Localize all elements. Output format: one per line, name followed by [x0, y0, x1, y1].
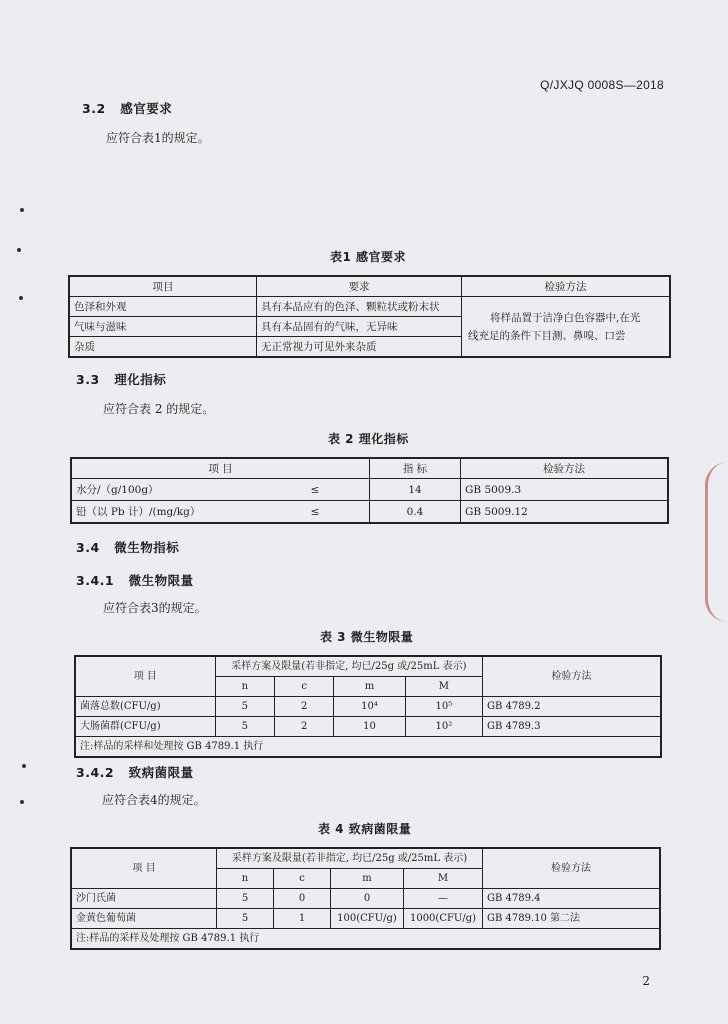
section-3-4-2-heading	[76, 763, 194, 781]
table-row	[71, 479, 668, 501]
table3-caption: 表 3 微生物限量	[320, 630, 414, 644]
table4-caption: 表 4 致病菌限量	[318, 822, 412, 836]
scan-mark	[17, 248, 21, 252]
section-number: 3.4.2	[76, 765, 115, 780]
table3-header-method: 检验方法	[483, 656, 661, 697]
scan-mark	[20, 800, 24, 804]
table3-note: 注:样品的采样和处理按 GB 4789.1 执行	[75, 737, 661, 758]
table4-sub-M: M	[404, 869, 483, 889]
section-3-4-1-heading	[76, 571, 194, 589]
section-title: 致病菌限量	[128, 765, 194, 780]
table1-header-method: 检验方法	[462, 276, 671, 297]
table2-header-method: 检验方法	[461, 458, 669, 479]
table3-cell: 10	[334, 717, 405, 737]
table3-cell: 大肠菌群(CFU/g)	[75, 717, 215, 737]
section-number: 3.4.1	[76, 573, 115, 588]
table1-header-requirement: 要求	[257, 276, 462, 297]
table4-cell: 1000(CFU/g)	[404, 909, 483, 929]
table2-cell: ≤	[261, 501, 370, 524]
table3-cell: 2	[275, 697, 334, 717]
table2-cell: 水分/（g/100g）	[71, 479, 261, 501]
table1-method-line: 将样品置于洁净白色容器中,在光	[490, 311, 641, 324]
table4-header-plan: 采样方案及限量(若非指定, 均已/25g 或/25mL 表示)	[217, 848, 483, 869]
table3-cell: GB 4789.3	[483, 717, 661, 737]
table1-caption: 表1 感官要求	[330, 250, 407, 264]
table1-cell: 具有本品固有的气味，无异味	[257, 317, 462, 337]
table2-cell: 0.4	[370, 501, 461, 524]
table3-cell: 2	[275, 717, 334, 737]
section-3-2-heading	[82, 99, 172, 117]
table1-cell: 杂质	[69, 337, 257, 358]
section-3-3-heading	[76, 370, 166, 388]
table1-method-cell	[462, 297, 671, 358]
table4-cell: 5	[217, 909, 274, 929]
table4-cell: 0	[331, 889, 404, 909]
table3-cell: 10⁵	[405, 697, 482, 717]
table-row	[75, 697, 661, 717]
table2-cell: 铅（以 Pb 计）/(mg/kg）	[71, 501, 261, 524]
table4-cell: 100(CFU/g)	[331, 909, 404, 929]
table-row	[75, 717, 661, 737]
section-3-4-1-body: 应符合表3的规定。	[103, 601, 207, 615]
table2-cell: ≤	[261, 479, 370, 501]
table4-cell: 1	[274, 909, 331, 929]
table1-cell: 具有本品应有的色泽、颗粒状或粉末状	[257, 297, 462, 317]
red-stamp-edge	[705, 462, 728, 622]
table-row	[71, 909, 660, 929]
table2-header-index: 指 标	[370, 458, 461, 479]
table4-cell: 0	[274, 889, 331, 909]
table1-method-line: 线充足的条件下目测、鼻嗅、口尝	[468, 329, 626, 342]
section-title: 感官要求	[120, 101, 173, 116]
table4-sub-n: n	[217, 869, 274, 889]
section-title: 微生物指标	[114, 540, 180, 555]
scan-mark	[22, 764, 26, 768]
table2-cell: 14	[370, 479, 461, 501]
table4-sub-c: c	[274, 869, 331, 889]
table4-note: 注:样品的采样及处理按 GB 4789.1 执行	[71, 929, 660, 950]
table2-header-item: 项 目	[71, 458, 370, 479]
table-row	[69, 297, 670, 317]
table3-header-item: 项 目	[75, 656, 215, 697]
table-row	[71, 889, 660, 909]
table3-cell: 10⁴	[334, 697, 405, 717]
section-title: 微生物限量	[128, 573, 194, 588]
section-number: 3.2	[82, 101, 106, 116]
scan-mark	[20, 208, 24, 212]
table4-cell: GB 4789.4	[483, 889, 661, 909]
table2-cell: GB 5009.12	[461, 501, 669, 524]
table2-cell: GB 5009.3	[461, 479, 669, 501]
table3-sub-c: c	[275, 677, 334, 697]
section-number: 3.4	[76, 540, 100, 555]
section-3-4-2-body: 应符合表4的规定。	[102, 793, 206, 807]
table4-header-item: 项 目	[71, 848, 217, 889]
table4-cell: 5	[217, 889, 274, 909]
page-number: 2	[642, 974, 650, 988]
table4-cell: 沙门氏菌	[71, 889, 217, 909]
table1-cell: 色泽和外观	[69, 297, 257, 317]
table3-cell: 5	[215, 697, 274, 717]
section-number: 3.3	[76, 372, 100, 387]
scan-mark	[19, 296, 23, 300]
table3-cell: 菌落总数(CFU/g)	[75, 697, 215, 717]
table4-cell: 金黄色葡萄菌	[71, 909, 217, 929]
section-3-3-body: 应符合表 2 的规定。	[103, 402, 215, 416]
table4-cell: —	[404, 889, 483, 909]
table3-header-plan: 采样方案及限量(若非指定, 均已/25g 或/25mL 表示)	[215, 656, 482, 677]
table4-header-method: 检验方法	[483, 848, 661, 889]
section-title: 理化指标	[114, 372, 167, 387]
table3-sub-M: M	[405, 677, 482, 697]
section-3-2-body: 应符合表1的规定。	[106, 131, 210, 145]
table3-cell: 5	[215, 717, 274, 737]
table1-cell: 无正常视力可见外来杂质	[257, 337, 462, 358]
table1	[68, 275, 671, 358]
table3-sub-n: n	[215, 677, 274, 697]
table3-cell: 10²	[405, 717, 482, 737]
section-3-4-heading	[76, 538, 179, 556]
table3	[74, 655, 662, 758]
table4-cell: GB 4789.10 第二法	[483, 909, 661, 929]
table4	[70, 847, 661, 950]
table2	[70, 457, 669, 524]
table1-header-item: 项目	[69, 276, 257, 297]
table3-cell: GB 4789.2	[483, 697, 661, 717]
table2-caption: 表 2 理化指标	[328, 432, 409, 446]
table3-sub-m: m	[334, 677, 405, 697]
table-row	[71, 501, 668, 524]
table4-sub-m: m	[331, 869, 404, 889]
standard-code: Q/JXJQ 0008S—2018	[540, 78, 664, 92]
table1-cell: 气味与滋味	[69, 317, 257, 337]
